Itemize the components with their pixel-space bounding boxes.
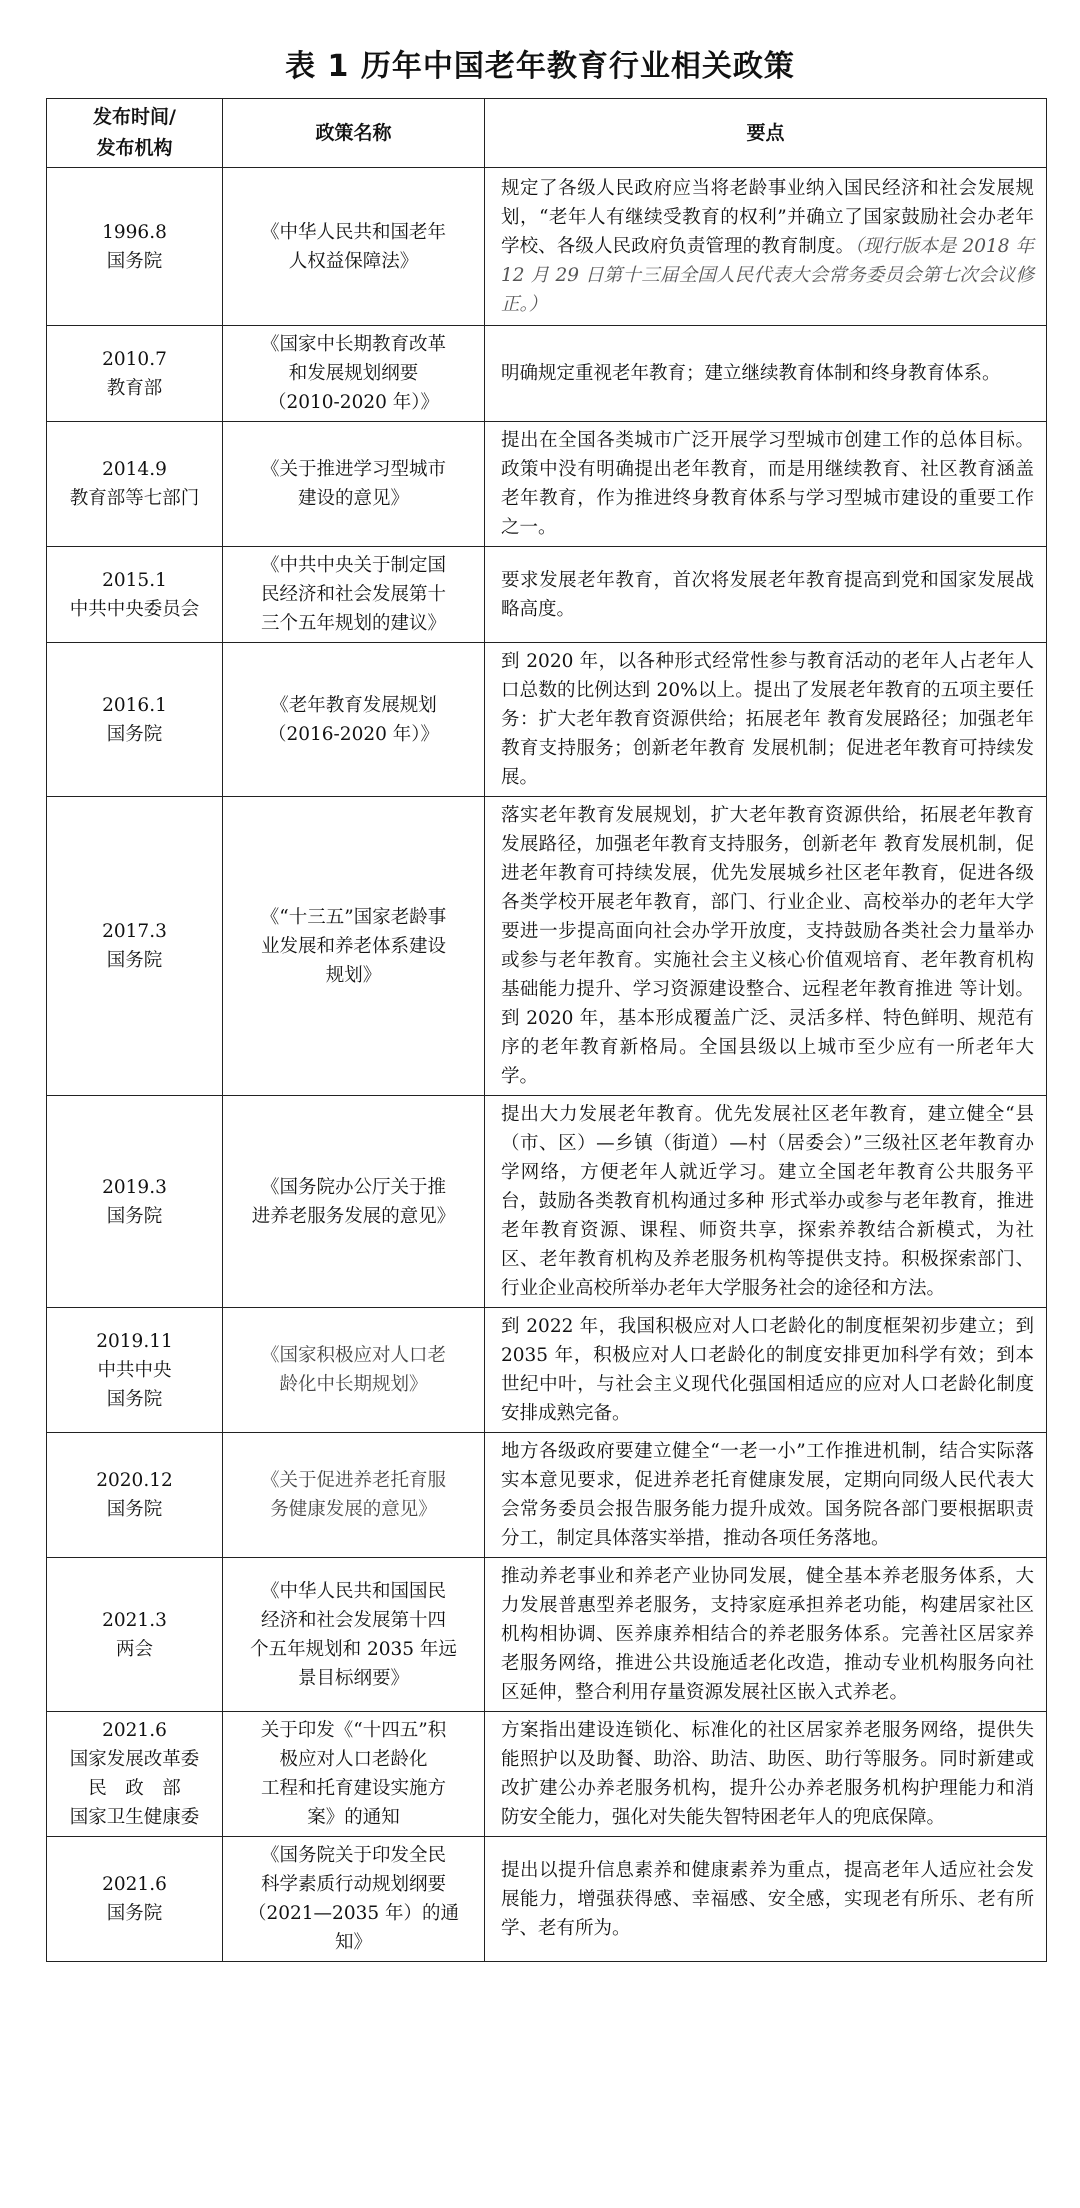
cell-date-org <box>47 1837 223 1962</box>
cell-policy-name <box>223 168 485 326</box>
key-points-text: 提出以提升信息素养和健康素养为重点，提高老年人适应社会发展能力，增强获得感、幸福感、安全感，实现老有所乐、老有所学、老有所为。 <box>501 1859 1034 1939</box>
key-points-text: 要求发展老年教育，首次将发展老年教育提高到党和国家发展战略高度。 <box>501 569 1034 620</box>
key-points-text: 提出大力发展老年教育。优先发展社区老年教育，建立健全“县（市、区）—乡镇（街道）—村（居委会）”三级社区老年教育办学网络，方便老年人就近学习。建立全国老年教育公共服务平台，鼓励各类教育机构通过多种 形式举办或参与老年教育，推进老年教育资源、课程、师资共享，探索养教结合新模式，为社区、老年教育机构及养老服务机构等提供支持。积极探索部门、行业企业高校所举办老年大学服务社会的途径和方法。 <box>501 1104 1034 1299</box>
header-date-line2: 发布机构 <box>96 137 173 159</box>
policy-name-line: 和发展规划纲要 <box>288 363 419 384</box>
cell-key-points <box>485 643 1047 797</box>
cell-date-org <box>47 643 223 797</box>
cell-policy-name <box>223 1433 485 1558</box>
key-points-text: 到 2022 年，我国积极应对人口老龄化的制度框架初步建立；到 2035 年，积极应对人口老龄化的制度安排更加科学有效；到本世纪中叶，与社会主义现代化强国相适应的应对人口老龄化制度安排成熟完备。 <box>501 1316 1034 1424</box>
release-date: 2017.3 <box>102 921 167 942</box>
policy-name-line: 知》 <box>334 1932 372 1953</box>
policy-table <box>46 98 1047 1962</box>
header-policy-name: 政策名称 <box>223 99 485 168</box>
key-points-text: 方案指出建设连锁化、标准化的社区居家养老服务网络，提供失能照护以及助餐、助浴、助洁、助医、助行等服务。同时新建或改扩建公办养老服务机构，提升公办养老服务机构护理能力和消防安全能力，强化对失能失智特困老年人的兜底保障。 <box>501 1720 1034 1828</box>
policy-name-line: 工程和托育建设实施方 <box>260 1778 446 1799</box>
release-org: 国务院 <box>106 250 163 272</box>
cell-policy-name <box>223 1096 485 1308</box>
release-date: 2021.3 <box>102 1609 167 1631</box>
cell-date-org <box>47 1096 223 1308</box>
policy-name-line: 《国家中长期教育改革 <box>260 334 446 355</box>
policy-name-line: 务健康发展的意见》 <box>270 1499 437 1520</box>
policy-name-line: 《中华人民共和国老年 <box>260 221 446 243</box>
cell-key-points <box>485 422 1047 547</box>
policy-name-line: 业发展和养老体系建设 <box>260 935 446 957</box>
table-row <box>47 422 1047 547</box>
release-date: 1996.8 <box>102 221 167 243</box>
cell-policy-name <box>223 797 485 1096</box>
cell-date-org <box>47 797 223 1096</box>
policy-name-line: 民经济和社会发展第十 <box>260 584 446 605</box>
cell-policy-name <box>223 643 485 797</box>
release-date: 2016.1 <box>102 694 167 716</box>
cell-date-org <box>47 1433 223 1558</box>
table-row <box>47 168 1047 326</box>
revision-note: （现行版本是 2018 年 12 月 29 日第十三届全国人民代表大会常务委员会第七次会议修正。） <box>501 236 1034 315</box>
table-row <box>47 326 1047 422</box>
cell-key-points <box>485 1433 1047 1558</box>
release-date: 2021.6 <box>102 1720 167 1741</box>
release-org: 国务院 <box>106 1205 163 1227</box>
release-date: 2021.6 <box>102 1874 167 1895</box>
key-points-text: 推动养老事业和养老产业协同发展，健全基本养老服务体系，大力发展普惠型养老服务，支持家庭承担养老功能，构建居家社区机构相协调、医养康养相结合的养老服务体系。完善社区居家养老服务网络，推进公共设施适老化改造，推动专业机构服务向社区延伸，整合利用存量资源发展社区嵌入式养老。 <box>501 1566 1034 1703</box>
table-row <box>47 1433 1047 1558</box>
policy-name-line: （2010-2020 年）》 <box>267 392 440 413</box>
key-points-text: 到 2020 年，以各种形式经常性参与教育活动的老年人占老年人口总数的比例达到 20%以上。提出了发展老年教育的五项主要任务：扩大老年教育资源供给；拓展老年 教育发展路径；加强老年教育支持服务；创新老年教育 发展机制；促进老年教育可持续发展。 <box>501 651 1034 788</box>
release-org: 国家卫生健康委 <box>69 1807 200 1828</box>
policy-name-line: 《“十三五”国家老龄事 <box>260 906 447 928</box>
table-row <box>47 1712 1047 1837</box>
table-title: 表 1 历年中国老年教育行业相关政策 <box>285 49 795 84</box>
key-points-text: 落实老年教育发展规划，扩大老年教育资源供给，拓展老年教育发展路径，加强老年教育支持服务，创新老年 教育发展机制，促进老年教育可持续发展，优先发展城乡社区老年教育，促进各级各类学校开展老年教育，部门、行业企业、高校举办的老年大学要进一步提高面向社会办学开放度，支持鼓励各类社会力量举办或参与老年教育。实施社会主义核心价值观培育、老年教育机构基础能力提升、学习资源建设整合、远程老年教育推进 等计划。到 2020 年，基本形成覆盖广泛、灵活多样、特色鲜明、规范有序的老年教育新格局。全国县级以上城市至少应有一所老年大学。 <box>501 805 1034 1087</box>
cell-policy-name <box>223 422 485 547</box>
cell-key-points <box>485 1096 1047 1308</box>
policy-name-line: （2016-2020 年）》 <box>267 723 440 745</box>
header-date-org <box>47 99 223 168</box>
policy-name-line: 龄化中长期规划》 <box>279 1374 428 1395</box>
cell-policy-name <box>223 1558 485 1712</box>
release-org: 国务院 <box>106 1499 163 1520</box>
table-row <box>47 643 1047 797</box>
table-row <box>47 1308 1047 1433</box>
cell-key-points <box>485 1308 1047 1433</box>
policy-name-line: 《关于推进学习型城市 <box>260 459 446 480</box>
cell-date-org <box>47 1308 223 1433</box>
cell-key-points <box>485 1712 1047 1837</box>
release-date: 2019.11 <box>96 1330 173 1352</box>
release-org: 国务院 <box>106 1903 163 1924</box>
cell-key-points <box>485 547 1047 643</box>
cell-date-org <box>47 422 223 547</box>
policy-name-line: 景目标纲要》 <box>297 1667 409 1689</box>
release-org: 中共中央 <box>97 1359 172 1381</box>
policy-name-line: 极应对人口老龄化 <box>279 1749 428 1770</box>
table-header-row <box>47 99 1047 168</box>
release-org: 中共中央委员会 <box>69 598 200 620</box>
key-points-text: 规定了各级人民政府应当将老龄事业纳入国民经济和社会发展规划，“老年人有继续受教育的权利”并确立了国家鼓励社会办老年学校、各级人民政府负责管理的教育制度。 <box>501 178 1034 257</box>
policy-name-line: 《国务院关于印发全民 <box>260 1845 446 1866</box>
policy-name-line: 个五年规划和 2035 年远 <box>250 1638 457 1660</box>
policy-name-line: （2021—2035 年）的通 <box>247 1903 460 1924</box>
cell-date-org <box>47 1558 223 1712</box>
release-org: 国家发展改革委 <box>69 1749 200 1770</box>
table-row <box>47 797 1047 1096</box>
policy-name-line: 关于印发《“十四五”积 <box>260 1720 447 1741</box>
release-org: 国务院 <box>106 1388 163 1410</box>
release-date: 2019.3 <box>102 1176 167 1198</box>
release-org: 教育部 <box>106 377 163 399</box>
cell-key-points <box>485 797 1047 1096</box>
cell-policy-name <box>223 1308 485 1433</box>
policy-name-line: 《国家积极应对人口老 <box>260 1345 446 1366</box>
release-org: 民 政 部 <box>88 1778 181 1799</box>
table-row <box>47 1096 1047 1308</box>
cell-policy-name <box>223 1712 485 1837</box>
table-row <box>47 547 1047 643</box>
policy-name-line: 《国务院办公厅关于推 <box>260 1176 446 1198</box>
cell-date-org <box>47 1712 223 1837</box>
policy-name-line: 科学素质行动规划纲要 <box>260 1874 446 1895</box>
table-body <box>47 168 1047 1962</box>
header-date-line1: 发布时间/ <box>93 106 176 128</box>
cell-key-points <box>485 326 1047 422</box>
release-org: 教育部等七部门 <box>69 488 200 509</box>
policy-name-line: 建设的意见》 <box>297 488 409 509</box>
cell-date-org <box>47 547 223 643</box>
cell-policy-name <box>223 326 485 422</box>
key-points-text: 提出在全国各类城市广泛开展学习型城市创建工作的总体目标。政策中没有明确提出老年教育，而是用继续教育、社区教育涵盖老年教育，作为推进终身教育体系与学习型城市建设的重要工作之一。 <box>501 430 1034 538</box>
table-row <box>47 1558 1047 1712</box>
cell-key-points <box>485 1558 1047 1712</box>
cell-policy-name <box>223 547 485 643</box>
cell-date-org <box>47 168 223 326</box>
policy-name-line: 《中华人民共和国国民 <box>260 1580 446 1602</box>
cell-key-points <box>485 168 1047 326</box>
key-points-text: 地方各级政府要建立健全“一老一小”工作推进机制，结合实际落实本意见要求，促进养老托育健康发展，定期向同级人民代表大会常务委员会报告服务能力提升成效。国务院各部门要根据职责分工，制定具体落实举措，推动各项任务落地。 <box>501 1441 1034 1549</box>
release-org: 两会 <box>115 1638 153 1660</box>
header-key-points: 要点 <box>485 99 1047 168</box>
cell-policy-name <box>223 1837 485 1962</box>
policy-name-line: 《老年教育发展规划 <box>270 694 437 716</box>
release-org: 国务院 <box>106 723 163 745</box>
policy-name-line: 人权益保障法》 <box>288 250 419 272</box>
release-org: 国务院 <box>106 950 163 971</box>
cell-date-org <box>47 326 223 422</box>
release-date: 2014.9 <box>102 459 167 480</box>
table-row <box>47 1837 1047 1962</box>
release-date: 2020.12 <box>96 1470 173 1491</box>
policy-name-line: 《中共中央关于制定国 <box>260 555 446 576</box>
release-date: 2015.1 <box>102 569 167 591</box>
release-date: 2010.7 <box>102 348 167 370</box>
policy-name-line: 《关于促进养老托育服 <box>260 1470 446 1491</box>
policy-name-line: 三个五年规划的建议》 <box>260 613 446 634</box>
policy-name-line: 经济和社会发展第十四 <box>260 1609 446 1631</box>
policy-name-line: 规划》 <box>325 964 382 986</box>
cell-key-points <box>485 1837 1047 1962</box>
key-points-text: 明确规定重视老年教育；建立继续教育体制和终身教育体系。 <box>501 363 1001 384</box>
policy-name-line: 案》的通知 <box>307 1807 400 1828</box>
policy-name-line: 进养老服务发展的意见》 <box>251 1205 456 1227</box>
